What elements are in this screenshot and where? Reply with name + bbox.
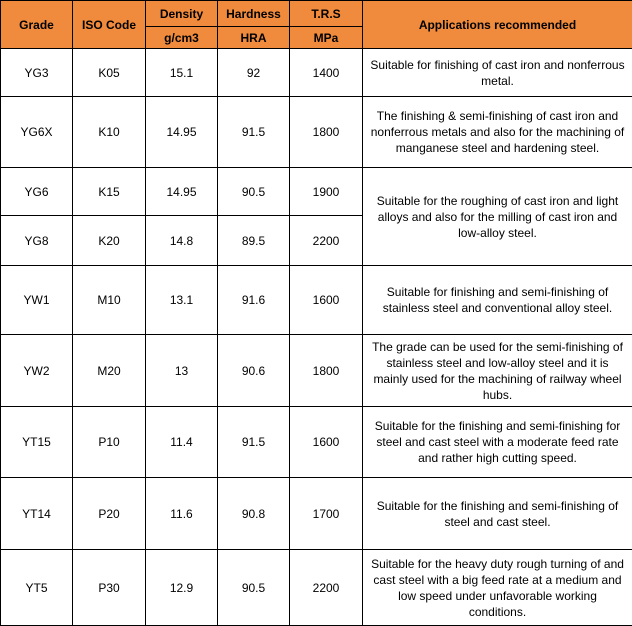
cell-trs: 2200	[290, 216, 363, 266]
cell-application: Suitable for finishing and semi-finishing of stainless steel and conventional alloy steel.	[363, 266, 632, 335]
cell-density: 13	[146, 335, 218, 407]
header-grade: Grade	[1, 1, 73, 49]
cell-application: Suitable for the finishing and semi-finishing of steel and cast steel.	[363, 478, 632, 550]
table-row	[1, 550, 632, 626]
table-row	[1, 97, 632, 168]
cell-trs: 1600	[290, 266, 363, 335]
cell-grade: YW2	[1, 335, 73, 407]
cell-iso-code: K15	[73, 168, 146, 216]
cell-iso-code: P10	[73, 407, 146, 478]
cell-iso-code: P30	[73, 550, 146, 626]
cell-grade: YG8	[1, 216, 73, 266]
header-iso-code: ISO Code	[73, 1, 146, 49]
cell-grade: YT15	[1, 407, 73, 478]
table-header	[1, 1, 632, 49]
cell-application: Suitable for the heavy duty rough turning of and cast steel with a big feed rate at a medium and low speed under unfavorable working conditions.	[363, 550, 632, 626]
header-applications: Applications recommended	[363, 1, 632, 49]
table-row	[1, 335, 632, 407]
cell-grade: YG6X	[1, 97, 73, 168]
cell-iso-code: K20	[73, 216, 146, 266]
header-hardness-unit: HRA	[218, 27, 290, 49]
cell-trs: 1600	[290, 407, 363, 478]
cell-trs: 1400	[290, 49, 363, 97]
cell-density: 13.1	[146, 266, 218, 335]
cell-hardness: 91.5	[218, 97, 290, 168]
cell-iso-code: M10	[73, 266, 146, 335]
header-density: Density	[146, 1, 218, 27]
cell-grade: YG6	[1, 168, 73, 216]
cell-density: 11.4	[146, 407, 218, 478]
cell-application: The finishing & semi-finishing of cast iron and nonferrous metals and also for the machining of manganese steel and hardening steel.	[363, 97, 632, 168]
cell-application: The grade can be used for the semi-finishing of stainless steel and low-alloy steel and it is mainly used for the machining of railway wheel hubs.	[363, 335, 632, 407]
cell-application: Suitable for finishing of cast iron and nonferrous metal.	[363, 49, 632, 97]
cell-iso-code: K05	[73, 49, 146, 97]
cell-density: 14.95	[146, 168, 218, 216]
cell-hardness: 90.5	[218, 550, 290, 626]
header-row-top	[1, 1, 632, 27]
table-row	[1, 478, 632, 550]
cell-grade: YW1	[1, 266, 73, 335]
cell-hardness: 89.5	[218, 216, 290, 266]
cell-hardness: 90.5	[218, 168, 290, 216]
cell-trs: 1800	[290, 97, 363, 168]
cell-hardness: 90.6	[218, 335, 290, 407]
cell-density: 15.1	[146, 49, 218, 97]
cell-density: 14.8	[146, 216, 218, 266]
cell-iso-code: M20	[73, 335, 146, 407]
cell-grade: YG3	[1, 49, 73, 97]
cell-trs: 1700	[290, 478, 363, 550]
header-hardness: Hardness	[218, 1, 290, 27]
header-density-unit: g/cm3	[146, 27, 218, 49]
cell-application: Suitable for the finishing and semi-finishing for steel and cast steel with a moderate feed rate and rather high cutting speed.	[363, 407, 632, 478]
table-row	[1, 407, 632, 478]
table-row	[1, 168, 632, 216]
cell-iso-code: K10	[73, 97, 146, 168]
cell-hardness: 91.6	[218, 266, 290, 335]
cell-trs: 1800	[290, 335, 363, 407]
table-body	[1, 49, 632, 626]
table-row	[1, 266, 632, 335]
table-row	[1, 49, 632, 97]
cell-density: 11.6	[146, 478, 218, 550]
header-trs: T.R.S	[290, 1, 363, 27]
cell-hardness: 90.8	[218, 478, 290, 550]
cell-hardness: 91.5	[218, 407, 290, 478]
cell-iso-code: P20	[73, 478, 146, 550]
cell-grade: YT14	[1, 478, 73, 550]
cell-density: 14.95	[146, 97, 218, 168]
header-trs-unit: MPa	[290, 27, 363, 49]
cell-application: Suitable for the roughing of cast iron and light alloys and also for the milling of cast iron and low-alloy steel.	[363, 168, 632, 266]
cell-grade: YT5	[1, 550, 73, 626]
cell-trs: 2200	[290, 550, 363, 626]
cell-trs: 1900	[290, 168, 363, 216]
cell-density: 12.9	[146, 550, 218, 626]
cell-hardness: 92	[218, 49, 290, 97]
